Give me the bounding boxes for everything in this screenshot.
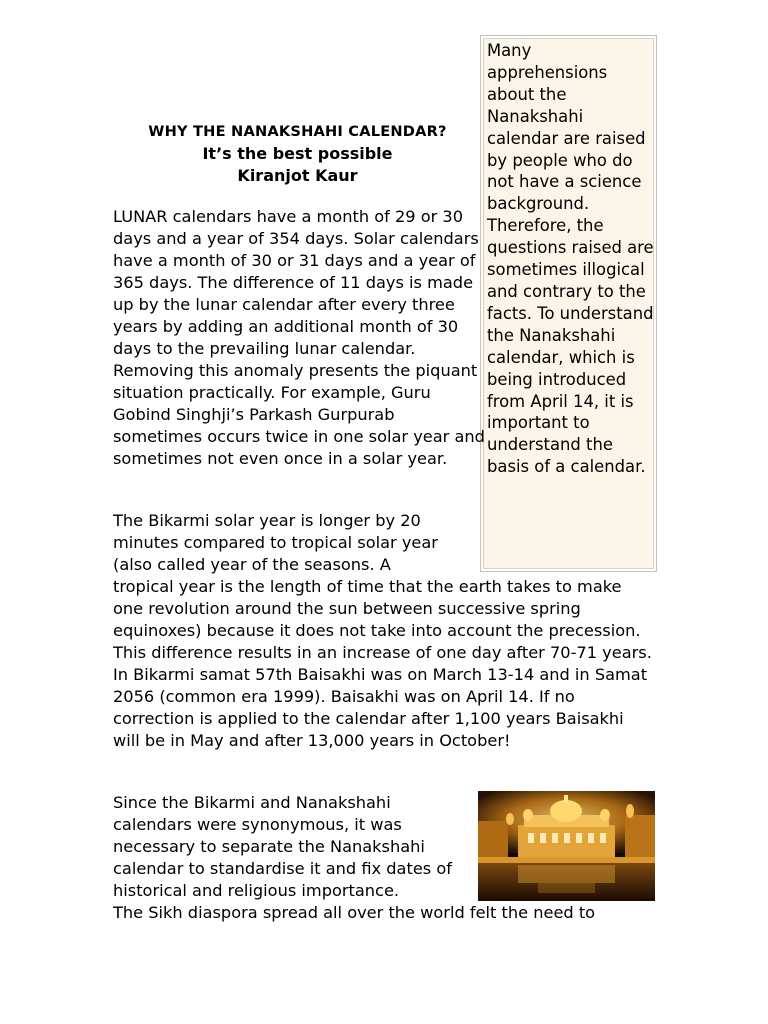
- paragraph-bikarmi: [113, 510, 653, 752]
- sidebar-callout: [480, 35, 657, 572]
- paragraph-bikarmi-head: The Bikarmi solar year is longer by 20 minutes compared to tropical solar year (also called year of the seasons. A: [113, 511, 438, 574]
- golden-temple-illustration: [478, 791, 655, 901]
- paragraph-lunar: [113, 206, 485, 470]
- paragraph-synonymous-head: Since the Bikarmi and Nanakshahi calendars were synonymous, it was necessary to separate the Nanakshahi calendar to standardise it and fix dates of historical and religious importance.: [113, 793, 452, 900]
- article-author: Kiranjot Kaur: [237, 166, 358, 185]
- paragraph-synonymous-text: The Sikh diaspora spread all over the world felt the need to: [113, 903, 596, 922]
- dropcap-letter: L: [113, 207, 122, 226]
- paragraph-lunar-text: UNAR calendars have a month of 29 or 30 days and a year of 354 days. Solar calendars have a month of 30 or 31 days and a year of 365 days. The difference of 11 days is made up by the lunar calendar after every three years by adding an additional month of 30 days to the prevailing lunar calendar. Removing this anomaly presents the piquant situation practically. For example, Guru Gobind Singhji’s Parkash Gurpurab sometimes occurs twice in one solar year and sometimes not even once in a solar year.: [113, 207, 485, 468]
- article-subtitle: It’s the best possible: [202, 144, 393, 163]
- sidebar-text: Many apprehensions about the Nanakshahi calendar are raised by people who do not have a science background. Therefore, the questions raised are sometimes illogical and contrary to the facts. To understand the Nanakshahi calendar, which is being introduced from April 14, it is important to understand the basis of a calendar.: [487, 41, 654, 477]
- article-header: [95, 121, 500, 187]
- paragraph-bikarmi-text: tropical year is the length of time that the earth takes to make one revolution around the sun between successive spring equinoxes) because it does not take into account the precession. This difference results in an increase of one day after 70-71 years. In Bikarmi samat 57th Baisakhi was on March 13-14 and in Samat 2056 (common era 1999). Baisakhi was on April 14. If no correction is applied to the calendar after 1,100 years Baisakhi will be in May and after 13,000 years in October!: [113, 577, 652, 750]
- article-title: WHY THE NANAKSHAHI CALENDAR?: [148, 123, 447, 140]
- golden-temple-photo: [478, 791, 655, 901]
